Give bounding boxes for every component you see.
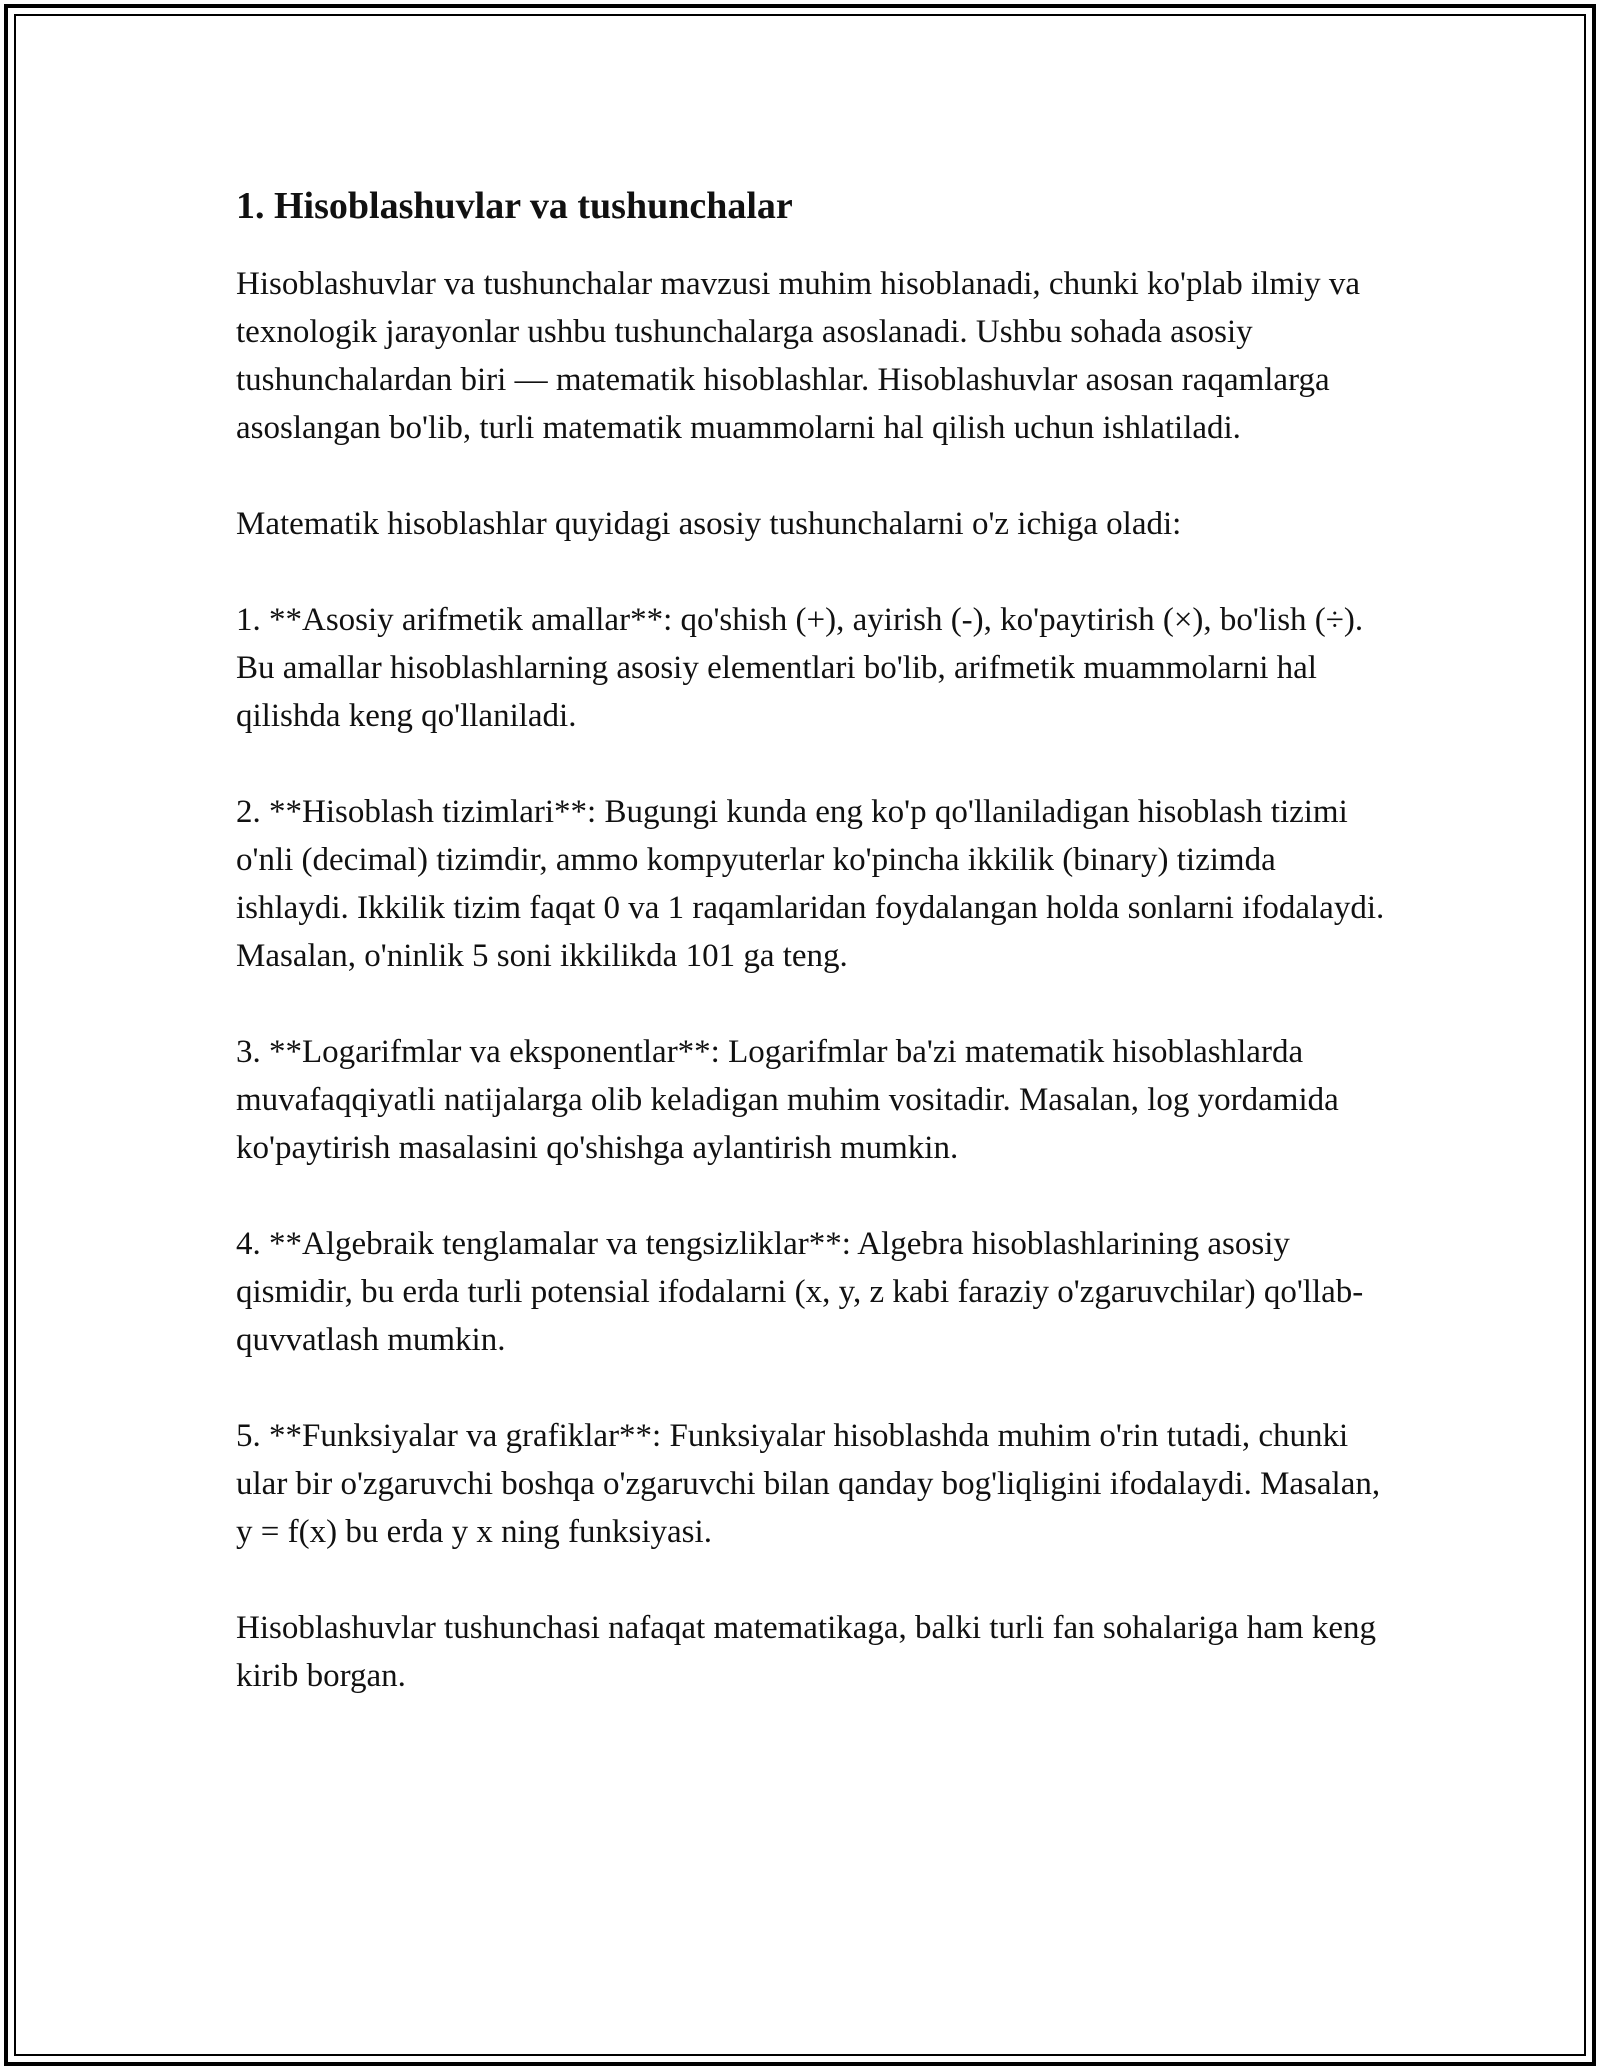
section-title: 1. Hisoblashuvlar va tushunchalar: [236, 185, 793, 227]
list-item-algebra: 4. **Algebraik tenglamalar va tengsizliklar**: Algebra hisoblashlarining asosiy qismidir, bu erda turli potensial ifodalarni (x, y, z kabi faraziy o'zgaruvchilar) qo'llab-quvvatlash mumkin.: [236, 1225, 1364, 1358]
document-body: [236, 184, 1386, 1748]
list-item-number-systems: 2. **Hisoblash tizimlari**: Bugungi kunda eng ko'p qo'llaniladigan hisoblash tizimi o'nli (decimal) tizimdir, ammo kompyuterlar ko'pincha ikkilik (binary) tizimda ishlaydi. Ikkilik tizim faqat 0 va 1 raqamlaridan foydalangan holda sonlarni ifodalaydi. Masalan, o'ninlik 5 soni ikkilikda 101 ga teng.: [236, 793, 1385, 974]
closing-paragraph: Hisoblashuvlar tushunchasi nafaqat matematikaga, balki turli fan sohalariga ham keng kirib borgan.: [236, 1609, 1376, 1694]
list-item-arithmetic: 1. **Asosiy arifmetik amallar**: qo'shish (+), ayirish (-), ko'paytirish (×), bo'lish (÷). Bu amallar hisoblashlarning asosiy elementlari bo'lib, arifmetik muammolarni hal qilishda keng qo'llaniladi.: [236, 601, 1364, 734]
list-intro-paragraph: Matematik hisoblashlar quyidagi asosiy tushunchalarni o'z ichiga oladi:: [236, 505, 1182, 542]
intro-paragraph: Hisoblashuvlar va tushunchalar mavzusi muhim hisoblanadi, chunki ko'plab ilmiy va texnologik jarayonlar ushbu tushunchalarga asoslanadi. Ushbu sohada asosiy tushunchalardan biri — matematik hisoblashlar. Hisoblashuvlar asosan raqamlarga asoslangan bo'lib, turli matematik muammolarni hal qilish uchun ishlatiladi.: [236, 265, 1361, 446]
list-item-logarithms: 3. **Logarifmlar va eksponentlar**: Logarifmlar ba'zi matematik hisoblashlarda muvafaqqiyatli natijalarga olib keladigan muhim vositadir. Masalan, log yordamida ko'paytirish masalasini qo'shishga aylantirish mumkin.: [236, 1033, 1339, 1166]
list-item-functions: 5. **Funksiyalar va grafiklar**: Funksiyalar hisoblashda muhim o'rin tutadi, chunki ular bir o'zgaruvchi boshqa o'zgaruvchi bilan qanday bog'liqligini ifodalaydi. Masalan, y = f(x) bu erda y x ning funksiyasi.: [236, 1417, 1381, 1550]
